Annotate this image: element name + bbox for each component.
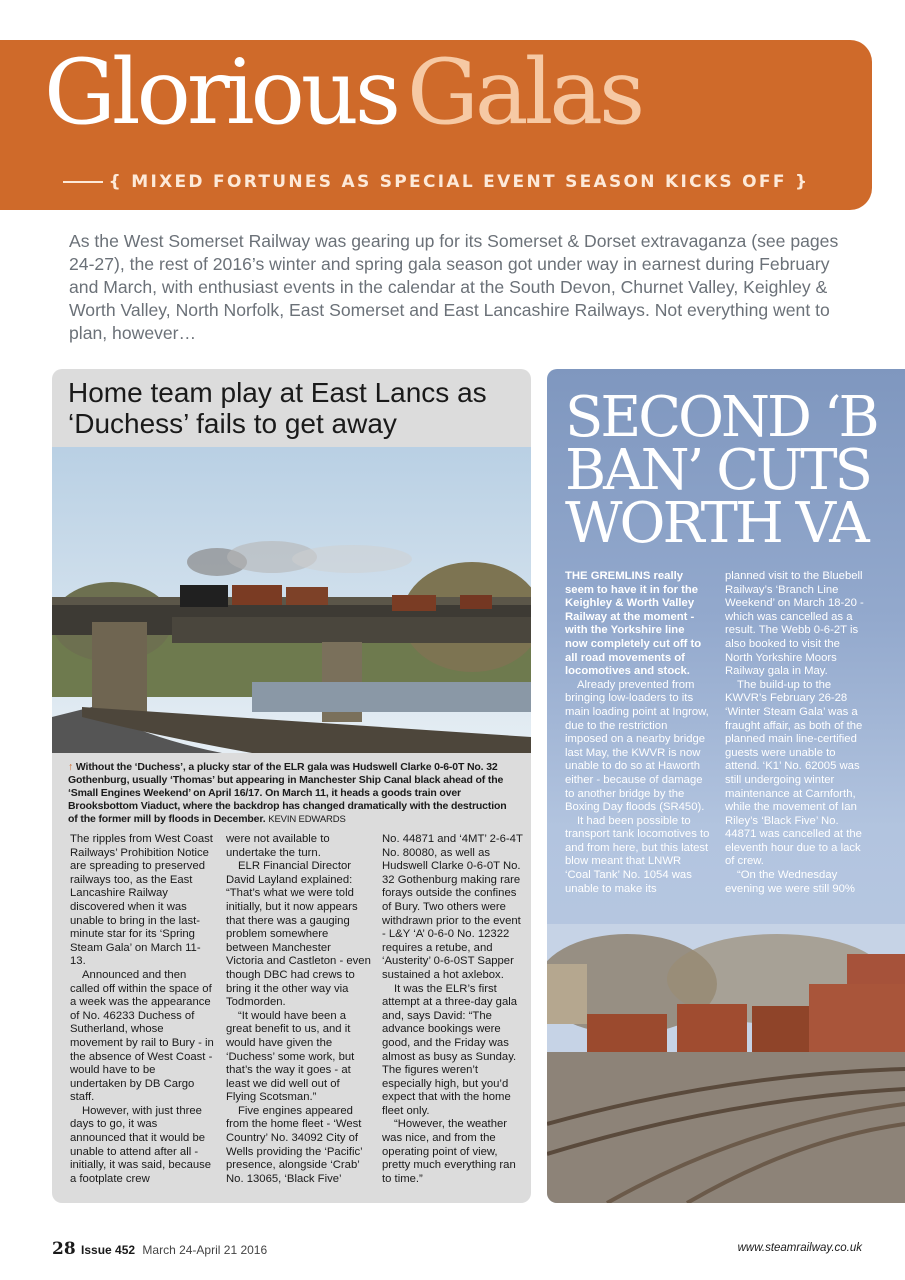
paragraph: Already prevented from bringing low-loaders to its main loading point at Ingrow, due to the restriction imposed on a nearby bridge last May, the KWVR is now unable to do so at Haworth either - because of damage to another bridge by the Boxing Day floods (SR450).	[565, 678, 709, 814]
page-footer	[52, 1239, 267, 1259]
left-column-3	[382, 833, 527, 1186]
paragraph: “It would have been a great benefit to us, and it would have given the ‘Duchess’ some work, but that’s the way it goes - at least we did well out of Flying Scotsman.”	[226, 1009, 355, 1104]
subtitle-text: { MIXED FORTUNES AS SPECIAL EVENT SEASON KICKS OFF }	[108, 172, 810, 192]
left-story-panel	[52, 369, 531, 1203]
photo-caption	[68, 761, 518, 826]
headline-line: WORTH VA	[565, 491, 867, 556]
left-column-2	[226, 833, 371, 1186]
viaduct-photo	[52, 447, 531, 753]
paragraph: “On the Wednesday evening we were still 90%	[725, 869, 855, 895]
page-title	[44, 40, 642, 145]
issue-label: Issue 452	[81, 1243, 136, 1257]
subtitle-rule	[63, 181, 103, 183]
paragraph: It was the ELR’s first attempt at a three-day gala and, says David: “The advance bookings were good, and the Friday was almost as busy as Sunday. The figures weren’t especially high, but you’d expect that with the home fleet only.	[382, 982, 518, 1117]
lead-paragraph: THE GREMLINS really seem to have it in for the Keighley & Worth Valley Railway at the moment - with the Yorkshire line now completely cut off to all road movements of locomotives and stock.	[565, 570, 702, 678]
caption-credit: KEVIN EDWARDS	[268, 814, 346, 825]
paragraph: However, with just three days to go, it was announced that it would be unable to attend after all - initially, it was said, because a footplate crew	[70, 1104, 212, 1185]
paragraph: were not available to undertake the turn.	[226, 833, 330, 859]
paragraph: No. 44871 and ‘4MT’ 2-6-4T No. 80080, as well as Hudswell Clarke 0-6-0T No. 32 Gothenburg making rare forays outside the confines of Bury. Two others were withdrawn prior to the event - L&Y ‘A’ 0-6-0 No. 12322 requires a retube, and ‘Austerity’ 0-6-0ST Sapper sustained a hot axlebox.	[382, 833, 523, 981]
right-column-1	[565, 570, 710, 896]
title-word-2: Galas	[407, 40, 642, 145]
caption-arrow-icon: ↑	[68, 761, 74, 773]
page-number: 28	[52, 1239, 76, 1259]
intro-paragraph: As the West Somerset Railway was gearing up for its Somerset & Dorset extravaganza (see pages 24-27), the rest of 2016’s winter and spring gala season got under way in earnest during February and March, with enthusiast events in the calendar at the South Devon, Churnet Valley, Keighley & Worth Valley, North Norfolk, East Somerset and East Lancashire Railways. Not everything went to plan, however…	[69, 231, 839, 343]
headline-line: SECOND ‘B	[565, 385, 877, 450]
left-story-headline: Home team play at East Lancs as ‘Duchess’ fails to get away	[68, 377, 487, 439]
paragraph: The build-up to the KWVR’s February 26-28 ‘Winter Steam Gala’ was a fraught affair, as both of the planned main line-certified guests were unable to attend. ‘K1’ No. 62005 was still undergoing winter maintenance at Carnforth, while the movement of Ian Riley’s ‘Black Five’ No. 44871 was cancelled at the eleventh hour due to a lack of crew.	[725, 678, 863, 868]
headline-line: BAN’ CUTS	[565, 438, 870, 503]
wagons-photo	[547, 924, 905, 1203]
page-subtitle	[0, 172, 872, 192]
paragraph: Announced and then called off within the space of a week was the appearance of No. 46233 Duchess of Sutherland, whose movement by rail to Bury - in the absence of West Coast - would have to be undertaken by DB Cargo staff.	[70, 968, 214, 1104]
issue-date: March 24-April 21 2016	[142, 1243, 268, 1257]
right-story-headline	[565, 385, 877, 556]
caption-text: Without the ‘Duchess’, a plucky star of the ELR gala was Hudswell Clarke 0-6-0T No. 32 Gothenburg, usually ‘Thomas’ but appearing in Manchester Ship Canal black ahead of the ‘Small Engines Weekend’ on April 16/17. On March 11, it heads a goods train over Brooksbottom Viaduct, where the backdrop has changed dramatically with the destruction of the former mill by floods in December.	[68, 761, 507, 825]
title-word-1: Glorious	[44, 40, 398, 145]
paragraph: “However, the weather was nice, and from the operating point of view, pretty much everything ran to time.”	[382, 1118, 516, 1185]
paragraph: It had been possible to transport tank locomotives to and from here, but this latest blow meant that LNWR ‘Coal Tank’ No. 1054 was unable to make its	[565, 814, 710, 895]
website-url: www.steamrailway.co.uk	[737, 1242, 862, 1254]
paragraph: Five engines appeared from the home fleet - ‘West Country’ No. 34092 City of Wells providing the ‘Pacific’ presence, alongside ‘Crab’ No. 13065, ‘Black Five’	[226, 1104, 363, 1185]
left-column-1	[70, 833, 215, 1186]
right-column-2	[725, 570, 870, 896]
paragraph: ELR Financial Director David Layland explained: “That’s what we were told initially, but it now appears that there was a gauging problem somewhere between Manchester Victoria and Castleton - even though DBC had crews to bring it the other way via Todmorden.	[226, 860, 371, 1009]
paragraph: planned visit to the Bluebell Railway’s ‘Branch Line Weekend’ on March 18-20 - which was cancelled as a result. The Webb 0-6-2T is also booked to visit the North Yorkshire Moors Railway gala in May.	[725, 570, 864, 678]
right-story-panel	[547, 369, 905, 1203]
paragraph: The ripples from West Coast Railways’ Prohibition Notice are spreading to preserved railways too, as the East Lancashire Railway discovered when it was unable to bring in the last-minute star for its ‘Spring Steam Gala’ on March 11-13.	[70, 833, 213, 968]
